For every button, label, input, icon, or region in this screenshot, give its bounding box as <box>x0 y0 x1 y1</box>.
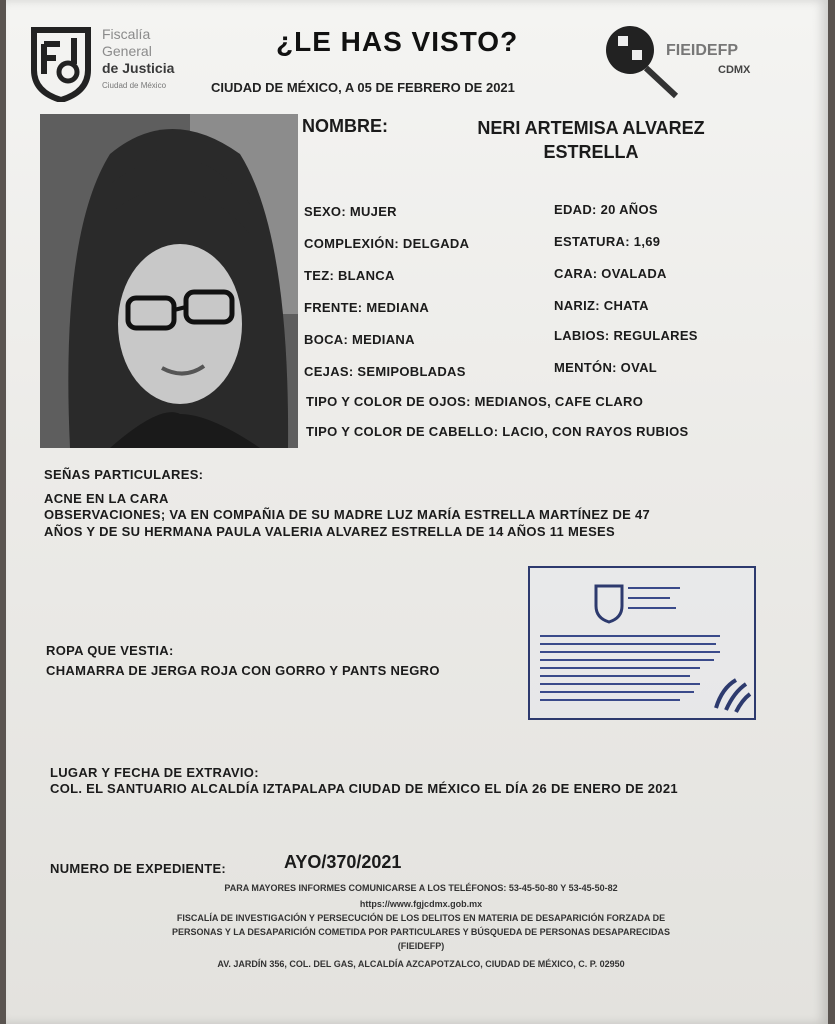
observaciones-line-2: AÑOS Y DE SU HERMANA PAULA VALERIA ALVAREZ ESTRELLA DE 14 AÑOS 11 MESES <box>44 524 615 539</box>
logo-line-3: de Justicia <box>102 60 175 76</box>
logo-line-2: General <box>102 43 152 59</box>
fieidefp-name: FIEIDEFP <box>666 42 739 59</box>
footer-fiscalia-1: FISCALÍA DE INVESTIGACIÓN Y PERSECUCIÓN DE LOS DELITOS EN MATERIA DE DESAPARICIÓN FORZADA DE <box>176 913 666 923</box>
field-tez: TEZ: BLANCA <box>304 268 395 283</box>
field-cara: CARA: OVALADA <box>554 266 667 281</box>
observaciones-line-1: OBSERVACIONES; VA EN COMPAÑIA DE SU MADRE LUZ MARÍA ESTRELLA MARTÍNEZ DE 47 <box>44 507 651 522</box>
ropa-label: ROPA QUE VESTIA: <box>46 643 174 658</box>
logo-line-1: Fiscalía <box>102 26 151 42</box>
fgj-logo <box>30 22 200 108</box>
field-edad: EDAD: 20 AÑOS <box>554 202 658 217</box>
fieidefp-logo <box>600 22 790 102</box>
official-stamp <box>528 566 756 720</box>
field-cabello: TIPO Y COLOR DE CABELLO: LACIO, CON RAYOS RUBIOS <box>306 424 689 439</box>
fgj-logo-text <box>102 26 174 94</box>
field-cejas: CEJAS: SEMIPOBLADAS <box>304 364 466 379</box>
lugar-label: LUGAR Y FECHA DE EXTRAVIO: <box>50 765 259 780</box>
portrait-icon <box>40 114 298 448</box>
field-sexo: SEXO: MUJER <box>304 204 397 219</box>
stamp-seal-icon <box>530 568 754 718</box>
field-ojos: TIPO Y COLOR DE OJOS: MEDIANOS, CAFE CLARO <box>306 394 644 409</box>
magnifier-puzzle-icon <box>600 22 680 102</box>
footer-telefonos: PARA MAYORES INFORMES COMUNICARSE A LOS TELÉFONOS: 53-45-50-80 Y 53-45-50-82 <box>224 883 618 893</box>
nombre-line-1: NERI ARTEMISA ALVAREZ <box>477 118 705 138</box>
footer-fiscalia-3: (FIEIDEFP) <box>397 941 445 951</box>
nombre-value <box>426 116 756 164</box>
logo-line-4: Ciudad de México <box>102 81 167 90</box>
fgj-emblem-icon <box>30 26 92 102</box>
ropa-value: CHAMARRA DE JERGA ROJA CON GORRO Y PANTS NEGRO <box>46 663 440 678</box>
field-labios: LABIOS: REGULARES <box>554 328 698 343</box>
nombre-line-2: ESTRELLA <box>543 142 639 162</box>
field-boca: BOCA: MEDIANA <box>304 332 415 347</box>
date-line: CIUDAD DE MÉXICO, A 05 DE FEBRERO DE 2021 <box>211 80 515 95</box>
footer-website: https://www.fgjcdmx.gob.mx <box>359 899 483 909</box>
footer-address: AV. JARDÍN 356, COL. DEL GAS, ALCALDÍA AZCAPOTZALCO, CIUDAD DE MÉXICO, C. P. 02950 <box>217 959 625 969</box>
fieidefp-sub: CDMX <box>718 64 751 76</box>
field-complexion: COMPLEXIÓN: DELGADA <box>304 236 470 251</box>
nombre-label: NOMBRE: <box>302 116 388 136</box>
lugar-value: COL. EL SANTUARIO ALCALDÍA IZTAPALAPA CIUDAD DE MÉXICO EL DÍA 26 DE ENERO DE 2021 <box>50 781 678 796</box>
senas-value: ACNE EN LA CARA <box>44 491 169 506</box>
poster-sheet <box>6 0 828 1024</box>
missing-person-photo <box>40 114 298 448</box>
senas-label: SEÑAS PARTICULARES: <box>44 467 204 482</box>
field-nariz: NARIZ: CHATA <box>554 298 649 313</box>
footer-fiscalia-2: PERSONAS Y LA DESAPARICIÓN COMETIDA POR PARTICULARES Y BÚSQUEDA DE PERSONAS DESAPARECIDAS <box>172 927 670 937</box>
field-frente: FRENTE: MEDIANA <box>304 300 430 315</box>
observaciones <box>44 506 784 540</box>
expediente-label: NUMERO DE EXPEDIENTE: <box>50 861 227 876</box>
field-estatura: ESTATURA: 1,69 <box>554 234 661 249</box>
field-menton: MENTÓN: OVAL <box>554 360 658 375</box>
poster-title: ¿LE HAS VISTO? <box>276 26 519 57</box>
expediente-value: AYO/370/2021 <box>284 852 402 872</box>
